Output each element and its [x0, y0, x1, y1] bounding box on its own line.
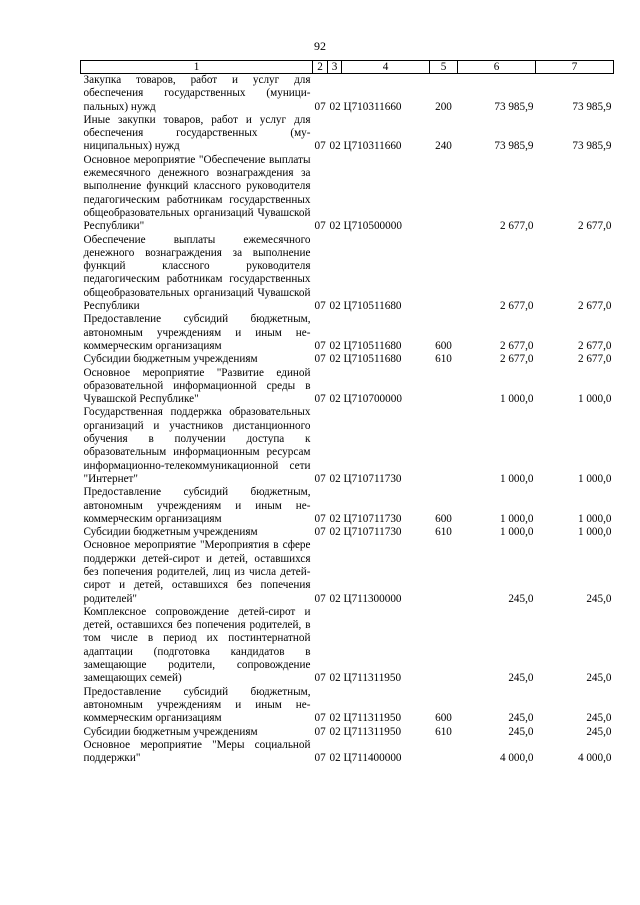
header-name: 1	[81, 61, 313, 74]
row-year1: 1 000,0	[499, 393, 534, 406]
row-subsection: 02	[329, 512, 341, 525]
row-type: 600	[435, 339, 452, 352]
row-name: Субсидии бюджетным учреждениям	[83, 526, 258, 539]
table-row	[81, 234, 614, 314]
row-type: 610	[435, 353, 452, 366]
row-year1: 245,0	[508, 672, 534, 685]
row-year1: 2 677,0	[499, 339, 534, 352]
row-name: Предоставление субсидий бюджетным, автономным учреждениям и иным некоммерческим организациям	[83, 313, 311, 352]
row-section: 07	[314, 100, 326, 113]
row-year1: 245,0	[508, 712, 534, 725]
row-type	[430, 154, 458, 234]
row-name: Обеспечение выплаты ежемесячного денежного вознаграждения за выполнение функций классного руководителя педагогическим работникам государственных общеобразовательных организаций Чувашской Республики	[83, 233, 311, 313]
row-year2: 2 677,0	[577, 220, 612, 233]
row-year1: 1 000,0	[499, 526, 534, 539]
row-type	[430, 539, 458, 605]
row-section: 07	[314, 712, 326, 725]
row-code: Ц710700000	[343, 393, 402, 406]
row-type: 200	[435, 100, 452, 113]
table-row	[81, 154, 614, 234]
row-name: Предоставление субсидий бюджетным, автономным учреждениям и иным некоммерческим организациям	[83, 486, 311, 525]
row-type	[430, 234, 458, 314]
table-row	[81, 726, 614, 739]
table-row	[81, 606, 614, 686]
table-row	[81, 526, 614, 539]
row-name: Государственная поддержка образовательных организаций и участников дистанционного обучения в получении доступа к образовательным информационным ресурсам информационно-телекоммуникационной сети "Интернет"	[83, 406, 311, 485]
row-section: 07	[314, 339, 326, 352]
row-type: 610	[435, 526, 452, 539]
row-year1: 245,0	[508, 592, 534, 605]
row-subsection: 02	[329, 393, 341, 406]
row-code: Ц711311950	[343, 712, 402, 725]
row-section: 07	[314, 220, 326, 233]
row-type: 610	[435, 725, 452, 738]
row-subsection: 02	[329, 712, 341, 725]
row-type	[430, 606, 458, 686]
header-type: 5	[430, 61, 458, 74]
table-row	[81, 353, 614, 366]
row-year1: 1 000,0	[499, 472, 534, 485]
row-name: Субсидии бюджетным учреждениям	[83, 353, 258, 366]
row-year1: 73 985,9	[494, 100, 534, 113]
row-year1: 245,0	[508, 725, 534, 738]
row-year2: 73 985,9	[572, 100, 612, 113]
row-subsection: 02	[329, 672, 341, 685]
row-subsection: 02	[329, 526, 341, 539]
row-code: Ц711400000	[343, 752, 402, 765]
header-subsection: 3	[328, 61, 342, 74]
row-code: Ц711311950	[343, 725, 402, 738]
table-row	[81, 114, 614, 154]
budget-table	[80, 60, 614, 765]
row-section: 07	[314, 592, 326, 605]
row-year2: 1 000,0	[577, 526, 612, 539]
row-year1: 4 000,0	[499, 752, 534, 765]
row-year1: 2 677,0	[499, 220, 534, 233]
header-year2: 7	[536, 61, 614, 74]
row-subsection: 02	[329, 592, 341, 605]
table-row	[81, 539, 614, 605]
row-name: Основное мероприятие "Меры социальной поддержки"	[83, 738, 311, 765]
header-section: 2	[313, 61, 328, 74]
table-row	[81, 406, 614, 486]
row-section: 07	[314, 472, 326, 485]
table-row	[81, 486, 614, 526]
row-section: 07	[314, 526, 326, 539]
row-section: 07	[314, 300, 326, 313]
row-subsection: 02	[329, 220, 341, 233]
row-type	[430, 367, 458, 407]
row-subsection: 02	[329, 752, 341, 765]
row-year2: 245,0	[586, 672, 612, 685]
row-year1: 1 000,0	[499, 512, 534, 525]
row-type	[430, 406, 458, 486]
row-type: 600	[435, 712, 452, 725]
table-row	[81, 74, 614, 114]
row-section: 07	[314, 353, 326, 366]
row-code: Ц710311660	[343, 100, 402, 113]
row-type: 240	[435, 140, 452, 153]
table-row	[81, 686, 614, 726]
page-number: 92	[314, 39, 326, 53]
row-type	[430, 739, 458, 766]
row-section: 07	[314, 672, 326, 685]
row-subsection: 02	[329, 353, 341, 366]
row-name: Комплексное сопровождение детей-сирот и детей, оставшихся без попечения родителей, в том числе в период их постинтернатной адаптации (подготовка кандидатов в замещающие родители, сопровождение замещающих семей)	[83, 605, 311, 685]
table-row	[81, 367, 614, 407]
row-year2: 2 677,0	[577, 300, 612, 313]
row-section: 07	[314, 725, 326, 738]
row-name: Основное мероприятие "Развитие единой образовательной информационной среды в Чувашской Республике"	[83, 366, 311, 406]
row-year1: 73 985,9	[494, 140, 534, 153]
row-name: Основное мероприятие "Мероприятия в сфере поддержки детей-сирот и детей, оставшихся без попечения родителей, лиц из числа детей-сирот и детей, оставшихся без попечения родителей"	[83, 539, 311, 605]
row-year2: 1 000,0	[577, 512, 612, 525]
table-row	[81, 739, 614, 766]
row-year2: 1 000,0	[577, 472, 612, 485]
row-code: Ц710500000	[343, 220, 402, 233]
row-year1: 2 677,0	[499, 300, 534, 313]
row-code: Ц710511680	[343, 300, 402, 313]
row-year2: 73 985,9	[572, 140, 612, 153]
row-section: 07	[314, 752, 326, 765]
row-year2: 1 000,0	[577, 393, 612, 406]
row-code: Ц710511680	[343, 353, 402, 366]
row-year2: 2 677,0	[577, 353, 612, 366]
row-code: Ц710711730	[343, 512, 402, 525]
row-year2: 2 677,0	[577, 339, 612, 352]
row-name: Субсидии бюджетным учреждениям	[83, 725, 258, 738]
row-name: Закупка товаров, работ и услуг для обеспечения государственных (муниципальных) нужд	[83, 74, 311, 113]
row-subsection: 02	[329, 472, 341, 485]
row-subsection: 02	[329, 140, 341, 153]
row-code: Ц710311660	[343, 140, 402, 153]
row-name: Предоставление субсидий бюджетным, автономным учреждениям и иным некоммерческим организациям	[83, 685, 311, 725]
row-code: Ц711311950	[343, 672, 402, 685]
row-code: Ц710711730	[343, 526, 402, 539]
row-year2: 245,0	[586, 712, 612, 725]
row-year1: 2 677,0	[499, 353, 534, 366]
table-row	[81, 313, 614, 353]
row-year2: 245,0	[586, 592, 612, 605]
row-section: 07	[314, 512, 326, 525]
row-code: Ц710511680	[343, 339, 402, 352]
row-year2: 4 000,0	[577, 752, 612, 765]
row-subsection: 02	[329, 339, 341, 352]
row-name: Основное мероприятие "Обеспечение выплаты ежемесячного денежного вознаграждения за выполнение функций классного руководителя педагогическим работникам государственных общеобразовательных организаций Чувашской Республики"	[83, 153, 311, 233]
row-subsection: 02	[329, 100, 341, 113]
row-type: 600	[435, 512, 452, 525]
row-code: Ц711300000	[343, 592, 402, 605]
row-code: Ц710711730	[343, 472, 402, 485]
row-subsection: 02	[329, 300, 341, 313]
row-section: 07	[314, 140, 326, 153]
table-header-row	[81, 61, 614, 74]
row-year2: 245,0	[586, 725, 612, 738]
header-year1: 6	[458, 61, 536, 74]
header-code: 4	[342, 61, 430, 74]
row-section: 07	[314, 393, 326, 406]
row-subsection: 02	[329, 725, 341, 738]
row-name: Иные закупки товаров, работ и услуг для обеспечения государственных (муниципальных) нужд	[83, 113, 311, 153]
